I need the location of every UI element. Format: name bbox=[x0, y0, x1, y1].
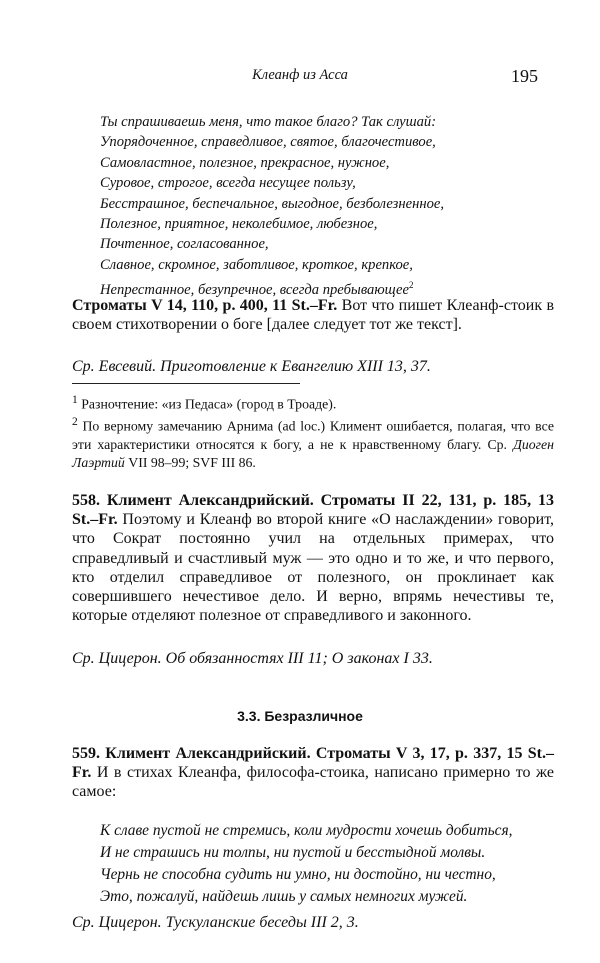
poem-line: Бесстрашное, беспечальное, выгодное, безболезненное, bbox=[100, 195, 445, 212]
page-number: 195 bbox=[511, 66, 538, 86]
paragraph-text: Вот что пишет Клеанф-стоик в своем стихотворении о боге [далее следует тот же текст]. bbox=[72, 297, 555, 334]
fragment-559-heading: 559. Климент Александрийский. Строматы V 3, 17, p. 337, 15 St.–Fr. bbox=[72, 745, 554, 782]
verse-line: Это, пожалуй, найдешь лишь у самых немногих мужей. bbox=[100, 888, 468, 905]
footnote-marker: 2 bbox=[72, 416, 78, 428]
section-title: 3.3. Безразличное bbox=[237, 708, 363, 724]
footnote-divider bbox=[72, 383, 300, 384]
crossref-cicero-offices: Ср. Цицерон. Об обязанностях III 11; О законах I 33. bbox=[72, 650, 433, 667]
footnote-text-end: VII 98–99; SVF III 86. bbox=[124, 455, 256, 471]
poem-line: Славное, скромное, заботливое, кроткое, крепкое, bbox=[100, 256, 413, 273]
fragment-558-heading: 558. Климент Александрийский. Строматы II 22, 131, p. 185, 13 St.–Fr. bbox=[72, 492, 554, 529]
footnote-text: Разночтение: «из Педаса» (город в Троаде). bbox=[81, 396, 337, 412]
fragment-558 bbox=[72, 491, 554, 625]
footnote-1 bbox=[72, 391, 554, 414]
stromata-paragraph bbox=[72, 296, 554, 334]
verse-line: Чернь не способна судить ни умно, ни достойно, ни честно, bbox=[100, 866, 496, 883]
poem-line: Почтенное, согласованное, bbox=[100, 236, 269, 253]
footnote-author: Диоген Лаэртий bbox=[72, 437, 554, 471]
fragment-558-text: Поэтому и Клеанф во второй книге «О наслаждении» говорит, что Сократ постоянно учил на отдельных примерах, что справедливый и счастливый муж — это одно и то же, и что первого, кто отделил справедливое от полезного, он проклинает как совершившего нечестивое дело. И верно, впрямь нечестивы те, которые отделяют полезное от справедливого и законного. bbox=[72, 511, 554, 625]
poem-line-text: Непрестанное, безупречное, всегда пребывающее bbox=[100, 282, 409, 299]
poem-line: Самовластное, полезное, прекрасное, нужное, bbox=[100, 154, 390, 171]
running-title: Клеанф из Асса bbox=[252, 67, 348, 83]
footnote-marker: 1 bbox=[72, 394, 78, 406]
footnote-2 bbox=[72, 413, 554, 473]
poem-line: Суровое, строгое, всегда несущее пользу, bbox=[100, 175, 356, 192]
verse-line: И не страшись ни толпы, ни пустой и бесстыдной молвы. bbox=[100, 844, 486, 861]
poem-line: Упорядоченное, справедливое, святое, благочестивое, bbox=[100, 134, 436, 151]
poem-line: Ты спрашиваешь меня, что такое благо? Так слушай: bbox=[100, 114, 437, 130]
citation-heading: Строматы V 14, 110, p. 400, 11 St.–Fr. bbox=[72, 297, 338, 314]
fragment-559 bbox=[72, 744, 554, 802]
crossref-eusebius: Ср. Евсевий. Приготовление к Евангелию XIII 13, 37. bbox=[72, 358, 431, 375]
verse-line: К славе пустой не стремись, коли мудрости хочешь добиться, bbox=[100, 822, 513, 839]
poem-block bbox=[100, 112, 540, 301]
crossref-cicero-tusculan: Ср. Цицерон. Тускуланские беседы III 2, 3. bbox=[72, 914, 359, 931]
footnote-text: По верному замечанию Арнима (ad loc.) Климент ошибается, полагая, что все эти характеристики относятся к богу, а не к нравственному благу. Ср. bbox=[72, 418, 554, 452]
poem-line: Полезное, приятное, неколебимое, любезное, bbox=[100, 216, 378, 233]
footnote-marker: 2 bbox=[408, 280, 414, 291]
fragment-559-text: И в стихах Клеанфа, философа-стоика, написано примерно то же самое: bbox=[72, 764, 554, 801]
verse-block bbox=[100, 820, 570, 908]
